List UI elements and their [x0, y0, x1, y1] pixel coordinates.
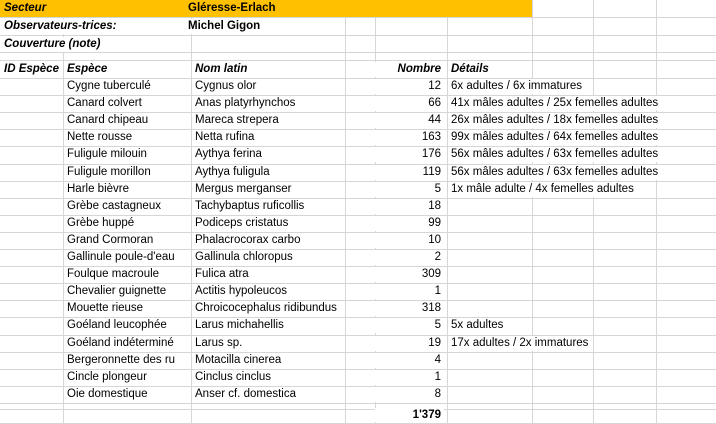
cell-nombre[interactable]: 176 — [375, 147, 444, 162]
cell-espece[interactable]: Cygne tuberculé — [64, 79, 154, 94]
cell-nombre[interactable]: 318 — [375, 301, 444, 316]
cell-nombre[interactable]: 119 — [375, 165, 444, 180]
cell-nombre[interactable]: 1 — [375, 370, 444, 385]
cell-espece[interactable]: Goéland indéterminé — [64, 336, 177, 351]
cell-nombre[interactable]: 99 — [375, 216, 444, 231]
gridline — [345, 17, 346, 423]
cell-nom-latin[interactable]: Larus michahellis — [192, 318, 287, 333]
cell-details[interactable]: 17x adultes / 2x immatures — [448, 336, 591, 351]
cell-details[interactable]: 56x mâles adultes / 63x femelles adultes — [448, 147, 661, 162]
observers-value-cell[interactable]: Michel Gigon — [185, 19, 263, 34]
header-id-espece[interactable]: ID Espèce — [1, 62, 62, 77]
cell-nombre[interactable]: 2 — [375, 250, 444, 265]
cell-nom-latin[interactable]: Aythya ferina — [192, 147, 265, 162]
gridline — [0, 409, 716, 410]
cell-details[interactable]: 99x mâles adultes / 64x femelles adultes — [448, 130, 661, 145]
cell-nombre[interactable]: 309 — [375, 267, 444, 282]
cell-espece[interactable]: Cincle plongeur — [64, 370, 150, 385]
cell-nom-latin[interactable]: Larus sp. — [192, 336, 245, 351]
gridline — [593, 0, 594, 423]
cell-details[interactable]: 41x mâles adultes / 25x femelles adultes — [448, 96, 661, 111]
cell-espece[interactable]: Fuligule milouin — [64, 147, 150, 162]
cell-nombre[interactable]: 10 — [375, 233, 444, 248]
cell-espece[interactable]: Grèbe castagneux — [64, 199, 164, 214]
cell-nom-latin[interactable]: Tachybaptus ruficollis — [192, 199, 307, 214]
cell-nom-latin[interactable]: Actitis hypoleucos — [192, 284, 290, 299]
observers-label-cell[interactable]: Observateurs-trices: — [1, 19, 120, 34]
cell-nom-latin[interactable]: Mergus merganser — [192, 182, 295, 197]
gridline — [447, 17, 448, 423]
header-nom-latin[interactable]: Nom latin — [192, 62, 250, 77]
cell-espece[interactable]: Foulque macroule — [64, 267, 162, 282]
header-espece[interactable]: Espèce — [64, 62, 110, 77]
cell-details[interactable]: 56x mâles adultes / 63x femelles adultes — [448, 165, 661, 180]
cell-espece[interactable]: Oie domestique — [64, 387, 151, 402]
cell-espece[interactable]: Grèbe huppé — [64, 216, 137, 231]
cell-nombre[interactable]: 5 — [375, 318, 444, 333]
cell-nom-latin[interactable]: Cygnus olor — [192, 79, 259, 94]
header-nombre[interactable]: Nombre — [375, 62, 444, 77]
cell-espece[interactable]: Fuligule morillon — [64, 165, 154, 180]
gridline — [0, 35, 716, 36]
gridline — [0, 403, 716, 404]
gridline — [0, 60, 716, 61]
cell-nombre[interactable]: 4 — [375, 353, 444, 368]
cell-details[interactable]: 1x mâle adulte / 4x femelles adultes — [448, 182, 637, 197]
cell-espece[interactable]: Harle bièvre — [64, 182, 132, 197]
cell-nom-latin[interactable]: Chroicocephalus ridibundus — [192, 301, 340, 316]
cell-nombre[interactable]: 12 — [375, 79, 444, 94]
cell-nom-latin[interactable]: Anser cf. domestica — [192, 387, 299, 402]
cell-espece[interactable]: Goéland leucophée — [64, 318, 170, 333]
total-cell[interactable]: 1'379 — [375, 408, 444, 422]
gridline — [656, 0, 657, 423]
cell-details[interactable]: 5x adultes — [448, 318, 506, 333]
cell-espece[interactable]: Nette rousse — [64, 130, 135, 145]
cell-nom-latin[interactable]: Motacilla cinerea — [192, 353, 284, 368]
cell-espece[interactable]: Mouette rieuse — [64, 301, 146, 316]
coverage-label-cell[interactable]: Couverture (note) — [1, 37, 103, 52]
cell-espece[interactable]: Bergeronnette des ru — [64, 353, 178, 368]
cell-espece[interactable]: Gallinule poule-d'eau — [64, 250, 178, 265]
cell-espece[interactable]: Grand Cormoran — [64, 233, 156, 248]
cell-nombre[interactable]: 1 — [375, 284, 444, 299]
cell-nombre[interactable]: 163 — [375, 130, 444, 145]
header-details[interactable]: Détails — [448, 62, 492, 77]
cell-nom-latin[interactable]: Cinclus cinclus — [192, 370, 274, 385]
cell-nom-latin[interactable]: Aythya fuligula — [192, 165, 273, 180]
cell-nom-latin[interactable]: Gallinula chloropus — [192, 250, 296, 265]
cell-nom-latin[interactable]: Phalacrocorax carbo — [192, 233, 303, 248]
cell-nom-latin[interactable]: Podiceps cristatus — [192, 216, 291, 231]
cell-espece[interactable]: Canard colvert — [64, 96, 145, 111]
cell-espece[interactable]: Canard chipeau — [64, 113, 151, 128]
secteur-value-cell[interactable]: Gléresse-Erlach — [188, 2, 276, 14]
cell-espece[interactable]: Chevalier guignette — [64, 284, 169, 299]
gridline — [0, 52, 716, 53]
cell-nom-latin[interactable]: Mareca strepera — [192, 113, 282, 128]
cell-details[interactable]: 26x mâles adultes / 18x femelles adultes — [448, 113, 661, 128]
cell-nombre[interactable]: 44 — [375, 113, 444, 128]
gridline — [0, 17, 716, 18]
gridline — [532, 0, 533, 423]
cell-nombre[interactable]: 5 — [375, 182, 444, 197]
cell-nombre[interactable]: 18 — [375, 199, 444, 214]
secteur-label-cell[interactable]: Secteur — [4, 2, 47, 14]
cell-nom-latin[interactable]: Anas platyrhynchos — [192, 96, 298, 111]
cell-nombre[interactable]: 66 — [375, 96, 444, 111]
cell-details[interactable]: 6x adultes / 6x immatures — [448, 79, 585, 94]
cell-nombre[interactable]: 8 — [375, 387, 444, 402]
cell-nombre[interactable]: 19 — [375, 336, 444, 351]
cell-nom-latin[interactable]: Netta rufina — [192, 130, 257, 145]
cell-nom-latin[interactable]: Fulica atra — [192, 267, 252, 282]
